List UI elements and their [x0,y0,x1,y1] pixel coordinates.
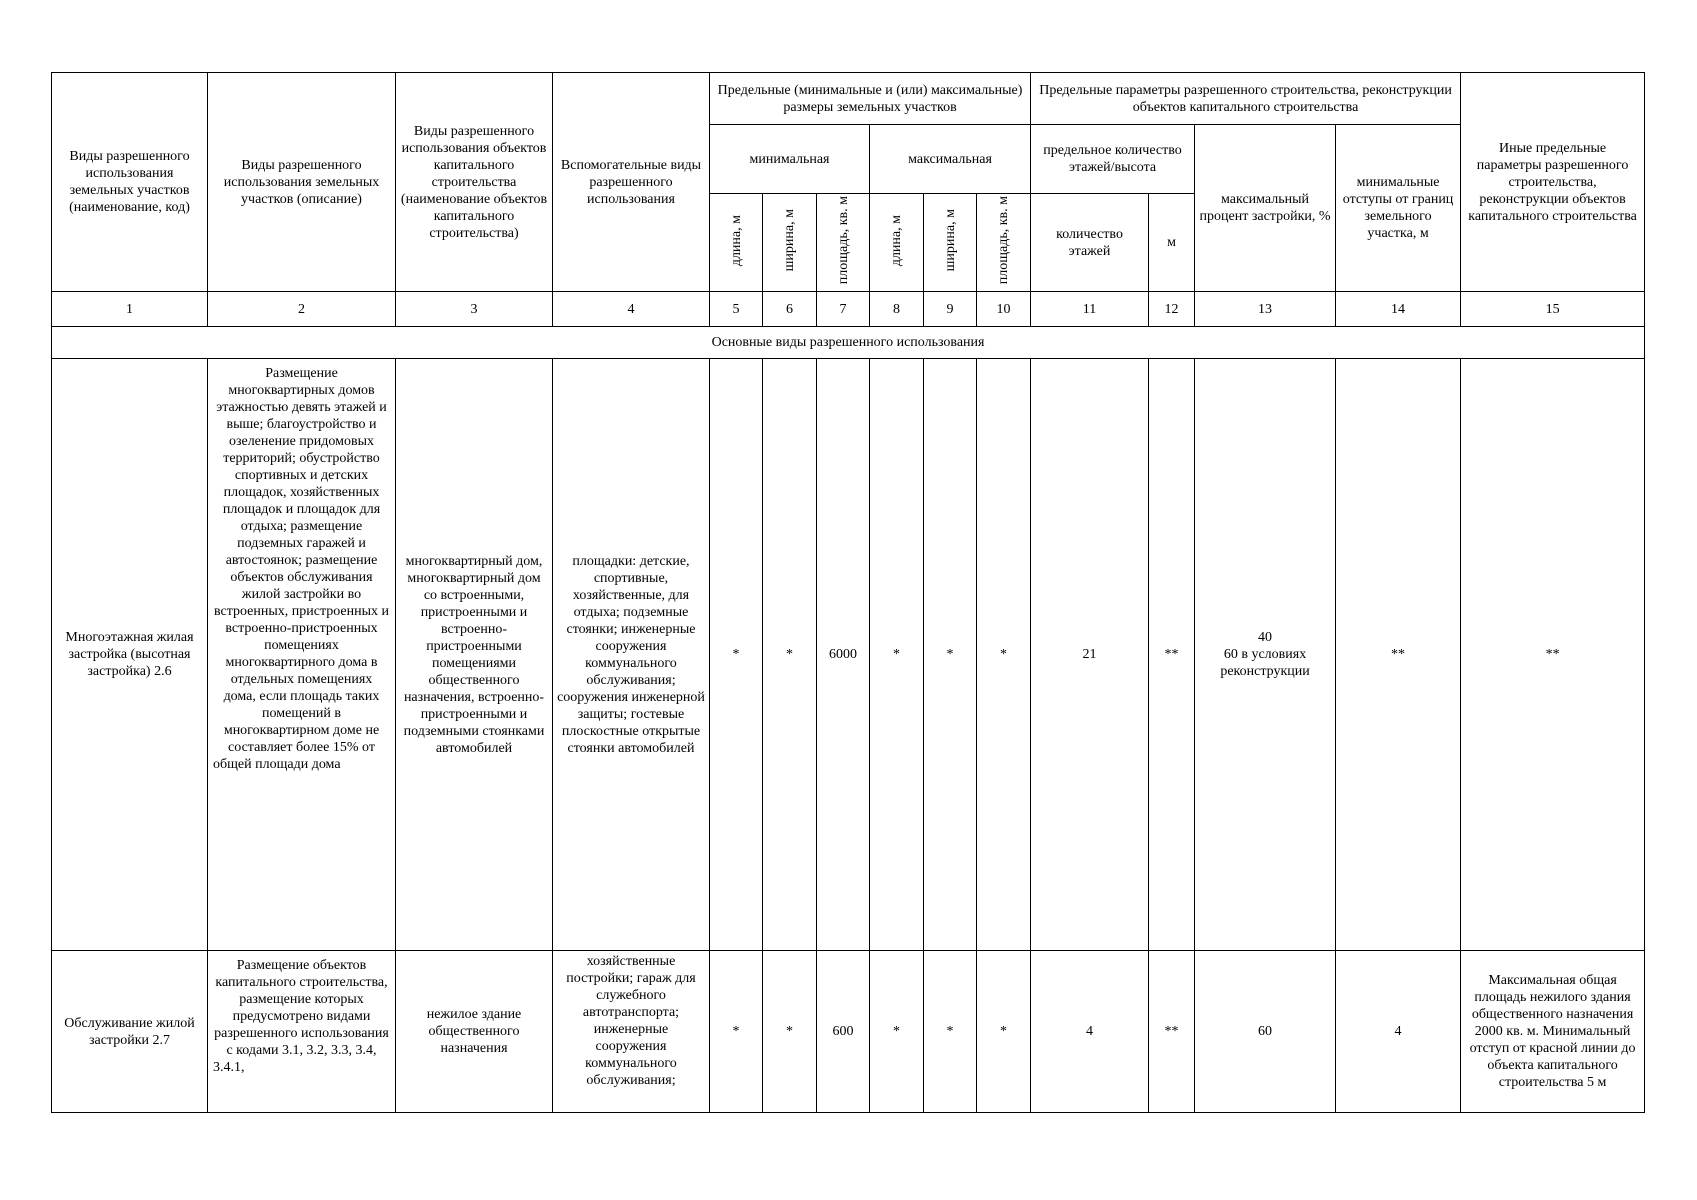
header-land-use-name: Виды разрешенного использования земельных участков (наименование, код) [52,73,208,292]
header-plot-sizes: Предельные (минимальные и (или) максимальные) размеры земельных участков [710,73,1031,125]
col-number: 15 [1461,292,1645,327]
min-width: * [763,951,817,1113]
header-max-area: площадь, кв. м [977,194,1031,292]
header-min-width: ширина, м [763,194,817,292]
header-max: максимальная [870,125,1031,194]
col-number: 14 [1336,292,1461,327]
min-width: * [763,359,817,951]
col-number: 6 [763,292,817,327]
construction-objects: многоквартирный дом, многоквартирный дом со встроенными, пристроенными и встроенно-пристроенными помещениями общественного назначения, встроенно-пристроенными и подземными стоянками автомобилей [396,359,553,951]
max-area: * [977,951,1031,1113]
floors-count: 21 [1031,359,1149,951]
land-use-name: Обслуживание жилой застройки 2.7 [52,951,208,1113]
col-number: 11 [1031,292,1149,327]
header-floors: количество этажей [1031,194,1149,292]
other-params: Максимальная общая площадь нежилого здания общественного назначения 2000 кв. м. Минимальный отступ от красной линии до объекта капитального строительства 5 м [1461,951,1645,1113]
header-max-length: длина, м [870,194,924,292]
max-area: * [977,359,1031,951]
col-number: 3 [396,292,553,327]
header-min-setback: минимальные отступы от границ земельного участка, м [1336,125,1461,292]
max-build-percent-reconstruction: 60 в условиях реконструкции [1220,647,1310,680]
col-number: 9 [924,292,977,327]
header-min: минимальная [710,125,870,194]
max-length: * [870,359,924,951]
max-width: * [924,359,977,951]
auxiliary-uses: площадки: детские, спортивные, хозяйственные, для отдыха; подземные стоянки; инженерные сооружения коммунального обслуживания; сооружения инженерной защиты; гостевые плоскостные открытые стоянки автомобилей [553,359,710,951]
max-length: * [870,951,924,1113]
land-use-name: Многоэтажная жилая застройка (высотная застройка) 2.6 [52,359,208,951]
header-other-params: Иные предельные параметры разрешенного строительства, реконструкции объектов капитального строительства [1461,73,1645,292]
min-length: * [710,359,763,951]
section-title: Основные виды разрешенного использования [52,327,1645,359]
other-params: ** [1461,359,1645,951]
col-number: 2 [208,292,396,327]
col-number: 12 [1149,292,1195,327]
col-number: 5 [710,292,763,327]
height-m: ** [1149,951,1195,1113]
land-use-description: Размещение многоквартирных домов этажностью девять этажей и выше; благоустройство и озеленение придомовых территорий; обустройство спортивных и детских площадок, хозяйственных площадок и площадок для отдыха; размещение подземных гаражей и автостоянок; размещение объектов обслуживания жилой застройки во встроенных, пристроенных и встроенно-пристроенных помещениях многоквартирного дома в отдельных помещениях дома, если площадь таких помещений в многоквартирном доме не составляет более 15% от общей площади дома [208,359,396,951]
col-number: 7 [817,292,870,327]
floors-count: 4 [1031,951,1149,1113]
col-number: 10 [977,292,1031,327]
max-build-percent [1195,359,1336,951]
header-floors-height: предельное количество этажей/высота [1031,125,1195,194]
min-area: 600 [817,951,870,1113]
header-min-area: площадь, кв. м [817,194,870,292]
header-m: м [1149,194,1195,292]
land-use-description: Размещение объектов капитального строительства, размещение которых предусмотрено видами разрешенного использования с кодами 3.1, 3.2, 3.3, 3.4, 3.4.1, [208,951,396,1113]
header-max-width: ширина, м [924,194,977,292]
header-construction-objects: Виды разрешенного использования объектов капитального строительства (наименование объектов капитального строительства) [396,73,553,292]
col-number: 13 [1195,292,1336,327]
header-max-percent: максимальный процент застройки, % [1195,125,1336,292]
construction-objects: нежилое здание общественного назначения [396,951,553,1113]
table-row [52,359,1645,951]
header-min-length: длина, м [710,194,763,292]
header-land-use-description: Виды разрешенного использования земельных участков (описание) [208,73,396,292]
header-build-params: Предельные параметры разрешенного строительства, реконструкции объектов капитального строительства [1031,73,1461,125]
land-use-regulations-table [51,72,1645,1113]
header-auxiliary-uses: Вспомогательные виды разрешенного использования [553,73,710,292]
max-build-percent-value: 40 [1258,630,1273,646]
max-width: * [924,951,977,1113]
col-number: 8 [870,292,924,327]
min-length: * [710,951,763,1113]
table-row [52,951,1645,1113]
min-setback: 4 [1336,951,1461,1113]
height-m: ** [1149,359,1195,951]
col-number: 4 [553,292,710,327]
col-number: 1 [52,292,208,327]
auxiliary-uses: хозяйственные постройки; гараж для служебного автотранспорта; инженерные сооружения коммунального обслуживания; [553,951,710,1113]
min-area: 6000 [817,359,870,951]
min-setback: ** [1336,359,1461,951]
max-build-percent: 60 [1195,951,1336,1113]
